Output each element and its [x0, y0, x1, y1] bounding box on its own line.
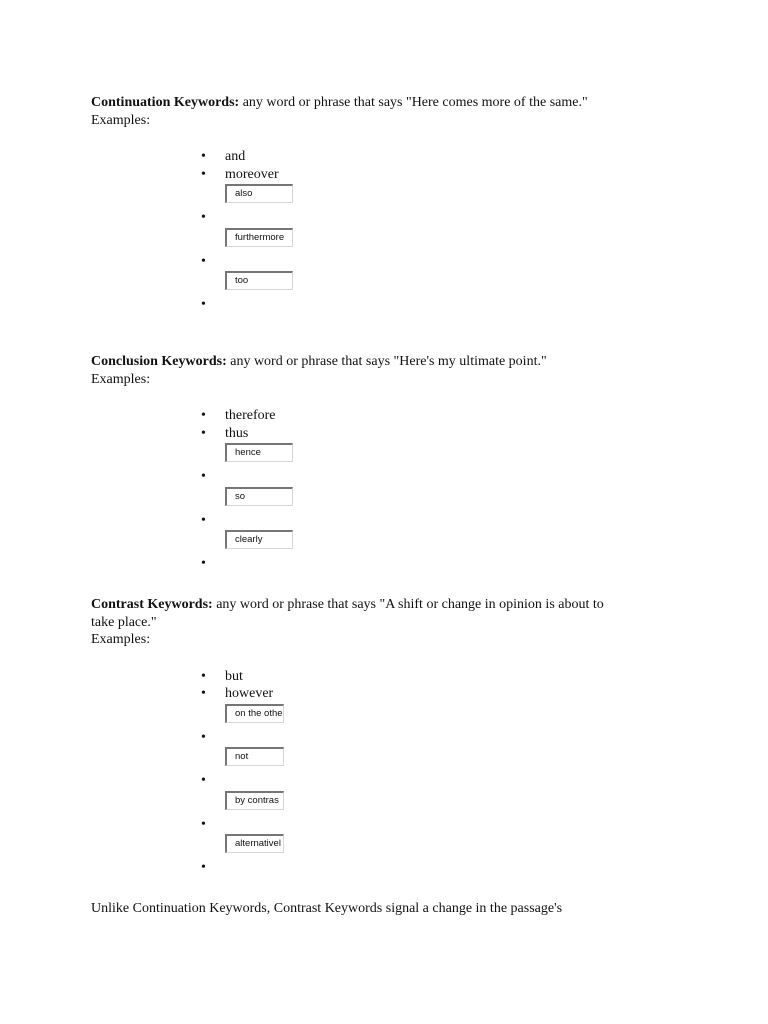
contrast-examples-label: Examples:: [91, 632, 151, 647]
conclusion-description: any word or phrase that says "Here's my ultimate point.": [226, 354, 547, 369]
list-item: [201, 166, 611, 204]
keyword-text: moreover: [225, 166, 279, 182]
continuation-description: any word or phrase that says "Here comes more of the same.": [239, 95, 588, 110]
contrast-section: [91, 596, 611, 877]
keyword-text: therefore: [225, 408, 276, 423]
bullet: •: [201, 512, 206, 528]
keyword-input-box[interactable]: by contras: [225, 791, 284, 810]
list-item: [201, 296, 611, 314]
list-item: [201, 209, 611, 247]
bullet: •: [201, 668, 206, 684]
list-item: [201, 555, 611, 573]
continuation-examples-label: Examples:: [91, 112, 151, 128]
list-item: [201, 425, 611, 463]
conclusion-definition: [91, 353, 611, 371]
conclusion-examples-label: Examples:: [91, 371, 151, 387]
list-item: [201, 859, 611, 877]
conclusion-heading: Conclusion Keywords:: [91, 354, 227, 369]
bullet: •: [201, 686, 206, 701]
keyword-text: and: [225, 149, 246, 164]
keyword-input-box[interactable]: furthermore: [225, 228, 293, 247]
conclusion-keyword-list: [201, 407, 611, 573]
keyword-input-box[interactable]: not: [225, 747, 284, 766]
bullet: •: [201, 149, 206, 164]
keyword-text: but: [225, 668, 243, 684]
bullet: •: [201, 210, 206, 225]
list-item: [201, 407, 611, 425]
bullet: •: [201, 469, 206, 484]
list-item: [201, 685, 611, 723]
bullet: •: [201, 860, 206, 875]
list-item: [201, 729, 611, 767]
list-item: [201, 772, 611, 810]
bullet: •: [201, 297, 206, 312]
bullet: •: [201, 773, 206, 788]
bullet: •: [201, 556, 206, 571]
contrast-heading: Contrast Keywords:: [91, 597, 213, 612]
bullet: •: [201, 425, 206, 441]
keyword-input-box[interactable]: alternativel: [225, 834, 284, 853]
list-item: [201, 512, 611, 550]
bullet: •: [201, 166, 206, 182]
continuation-section: [91, 94, 611, 337]
bullet: •: [201, 253, 206, 269]
contrast-description: any word or phrase that says "A shift or change in opinion is about to take place.": [91, 597, 604, 630]
trailing-paragraph: Unlike Continuation Keywords, Contrast Keywords signal a change in the passage's: [91, 901, 563, 916]
list-item: [201, 816, 611, 854]
bullet: •: [201, 729, 206, 745]
keyword-text: thus: [225, 425, 249, 441]
contrast-definition: [91, 596, 611, 631]
keyword-text: however: [225, 686, 274, 701]
list-item: [201, 468, 611, 506]
bullet: •: [201, 816, 206, 832]
list-item: [201, 253, 611, 291]
document-page: [91, 94, 611, 916]
keyword-input-box[interactable]: too: [225, 271, 293, 290]
continuation-definition: [91, 94, 611, 112]
keyword-input-box[interactable]: on the othe: [225, 704, 284, 723]
keyword-input-box[interactable]: hence: [225, 443, 293, 462]
bullet: •: [201, 408, 206, 423]
contrast-keyword-list: [201, 668, 611, 877]
keyword-input-box[interactable]: so: [225, 487, 293, 506]
continuation-keyword-list: [201, 148, 611, 314]
list-item: [201, 148, 611, 166]
continuation-heading: Continuation Keywords:: [91, 95, 240, 110]
list-item: [201, 668, 611, 686]
keyword-input-box[interactable]: also: [225, 184, 293, 203]
conclusion-section: [91, 353, 611, 573]
keyword-input-box[interactable]: clearly: [225, 530, 293, 549]
